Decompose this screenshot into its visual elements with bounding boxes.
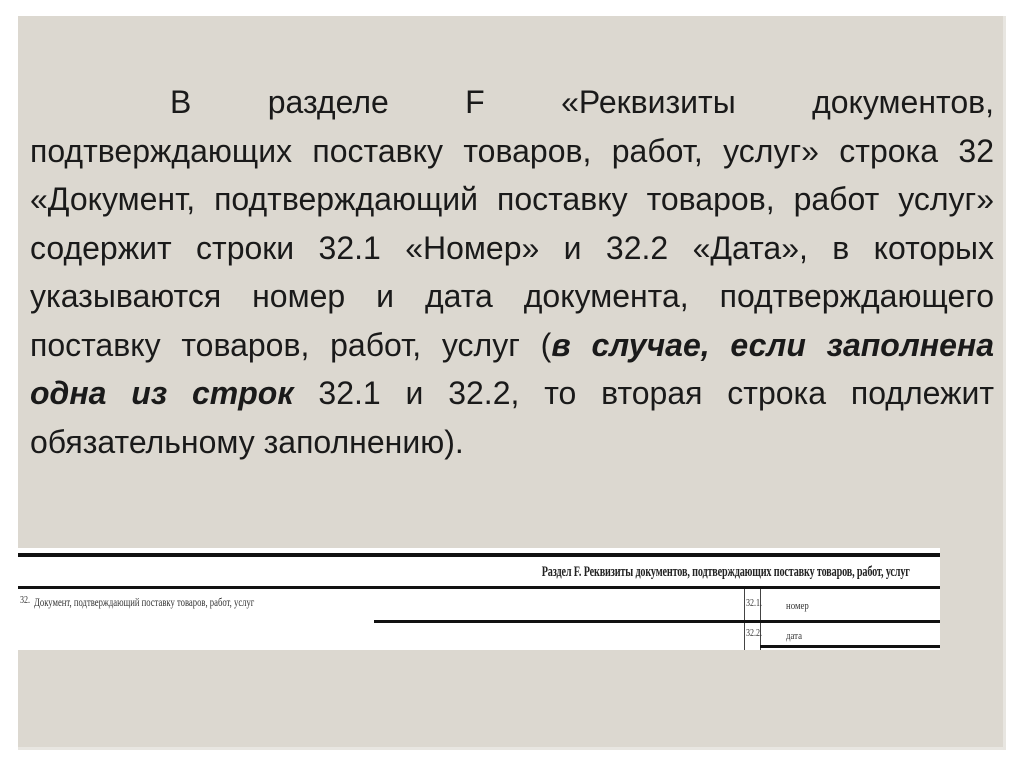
paragraph-emphasis: в случае, если заполнена одна из строк [30,326,995,411]
form-subrow-number: 32.2. [746,628,762,639]
paragraph-text-end: 32.1 и 32.2, то вторая строка подлежит обязательному заполнению). [30,375,995,460]
paragraph-text-main: В разделе F «Реквизиты документов, подтверждающих поставку товаров, работ, услуг» строка 32 «Документ, подтверждающий поставку товаров, работ услуг» содержит строки 32.1 «Номер» и 32.2 «Дата», в которых указываются номер и дата документа, подтверждающего поставку товаров, работ, услуг ( [30,84,994,363]
form-subrow-number: 32.1. [746,598,762,609]
form-header-rule [18,586,940,589]
form-row-number: 32. [20,595,30,606]
form-subrow-label: дата [786,630,803,642]
form-section-title: Раздел F. Реквизиты документов, подтверждающих поставку товаров, работ, услуг [541,564,910,580]
form-bottom-rule [760,645,940,648]
form-top-rule [18,553,940,557]
form-row-label: Документ, подтверждающий поставку товаров, работ, услуг [34,595,255,609]
form-entry-line [374,620,940,623]
form-subrow-label: номер [786,600,809,612]
form-section-scan [18,548,940,650]
body-paragraph [30,78,994,466]
